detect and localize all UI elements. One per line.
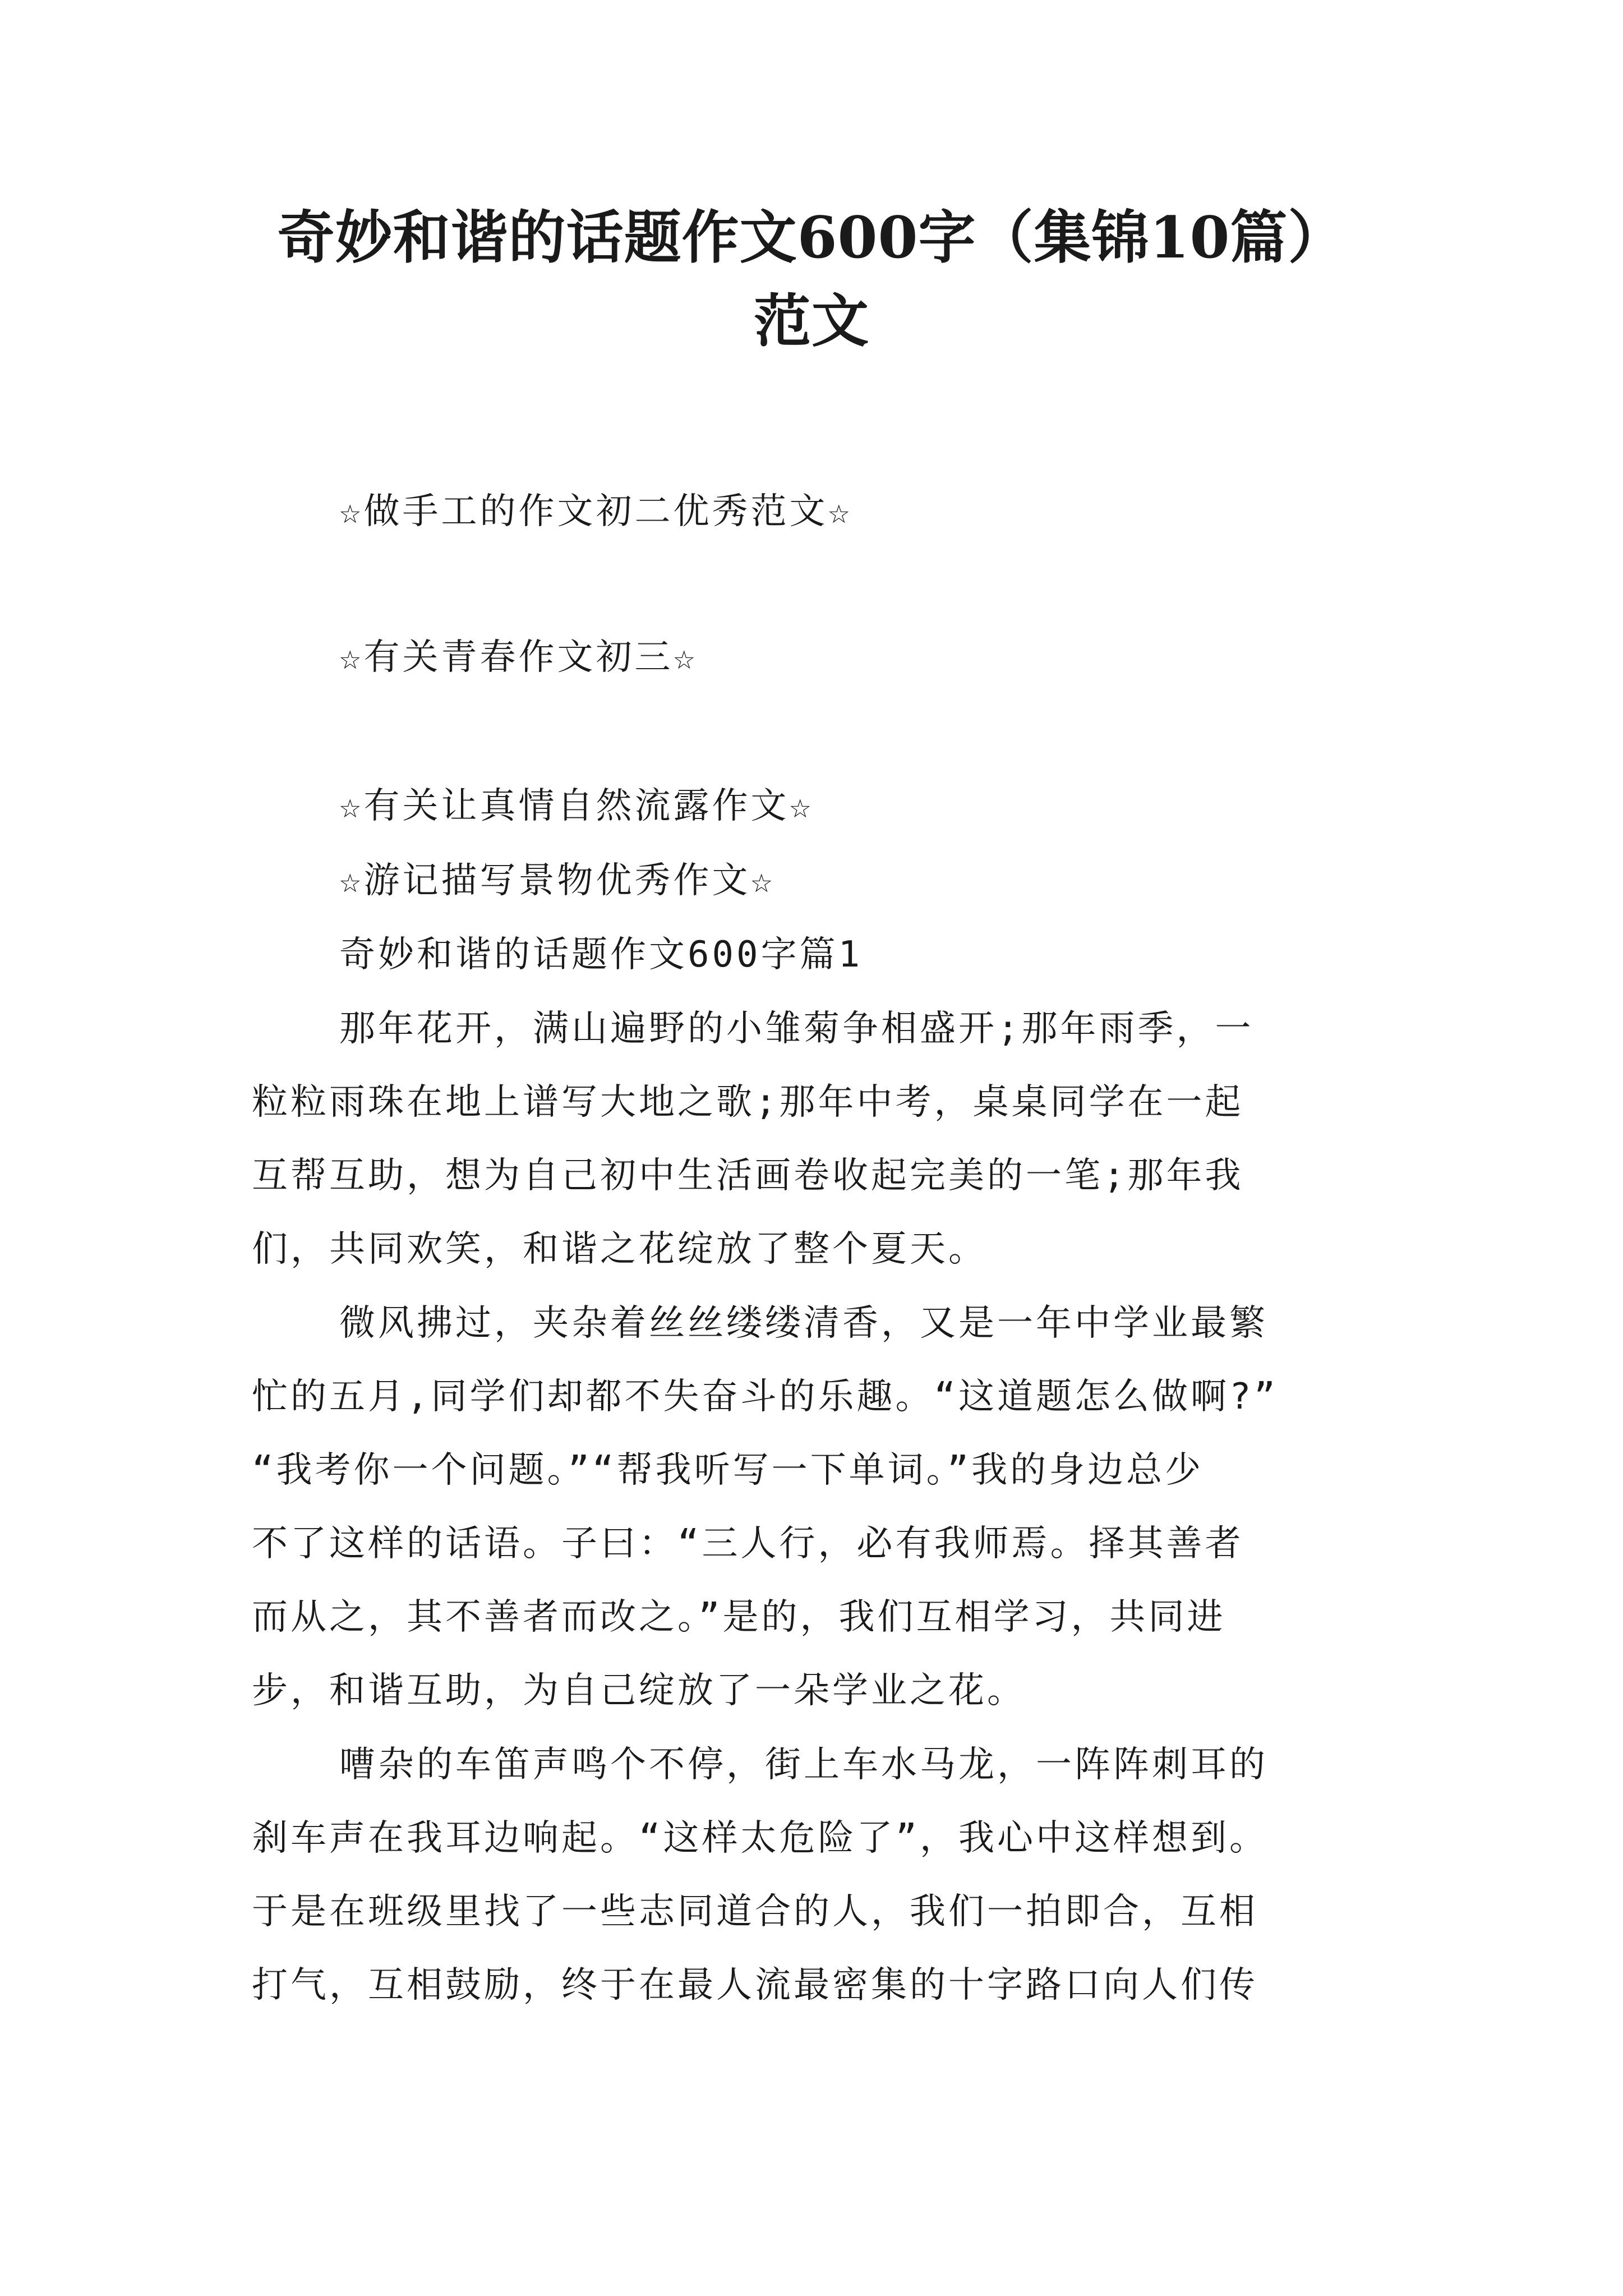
related-link-2[interactable]: ☆有关青春作文初三☆ bbox=[339, 637, 698, 678]
paragraph-2-line: 而从之，其不善者而改之。”是的，我们互相学习，共同进 bbox=[252, 1596, 1226, 1638]
paragraph-2-line: 不了这样的话语。子曰：“三人行，必有我师焉。择其善者 bbox=[252, 1523, 1244, 1565]
paragraph-1-line: 们，共同欢笑，和谐之花绽放了整个夏天。 bbox=[252, 1228, 987, 1270]
paragraph-2-line: 忙的五月,同学们却都不失奋斗的乐趣。“这道题怎么做啊?” bbox=[252, 1376, 1279, 1418]
paragraph-2-line: 步，和谐互助，为自己绽放了一朵学业之花。 bbox=[252, 1670, 1026, 1711]
paragraph-1-line: 粒粒雨珠在地上谱写大地之歌;那年中考，桌桌同学在一起 bbox=[252, 1082, 1244, 1123]
paragraph-3-line: 刹车声在我耳边响起。“这样太危险了”，我心中这样想到。 bbox=[252, 1818, 1269, 1859]
document-title-line-1: 奇妙和谐的话题作文600字（集锦10篇） bbox=[277, 204, 1346, 272]
section-heading: 奇妙和谐的话题作文600字篇1 bbox=[339, 934, 863, 976]
document-title-line-2: 范文 bbox=[754, 288, 869, 355]
paragraph-3-line: 嘈杂的车笛声鸣个不停，街上车水马龙，一阵阵刺耳的 bbox=[339, 1744, 1268, 1786]
paragraph-2-line: “我考你一个问题。”“帮我听写一下单词。”我的身边总少 bbox=[252, 1450, 1204, 1491]
paragraph-1-line: 那年花开，满山遍野的小雏菊争相盛开;那年雨季，一 bbox=[339, 1008, 1254, 1050]
related-link-4[interactable]: ☆游记描写景物优秀作文☆ bbox=[339, 860, 776, 901]
paragraph-3-line: 于是在班级里找了一些志同道合的人，我们一拍即合，互相 bbox=[252, 1891, 1258, 1932]
paragraph-3-line: 打气，互相鼓励，终于在最人流最密集的十字路口向人们传 bbox=[252, 1964, 1258, 2006]
paragraph-2-line: 微风拂过，夹杂着丝丝缕缕清香，又是一年中学业最繁 bbox=[339, 1303, 1268, 1344]
related-link-3[interactable]: ☆有关让真情自然流露作文☆ bbox=[339, 785, 814, 827]
related-link-1[interactable]: ☆做手工的作文初二优秀范文☆ bbox=[339, 491, 853, 532]
paragraph-1-line: 互帮互助，想为自己初中生活画卷收起完美的一笔;那年我 bbox=[252, 1155, 1244, 1197]
